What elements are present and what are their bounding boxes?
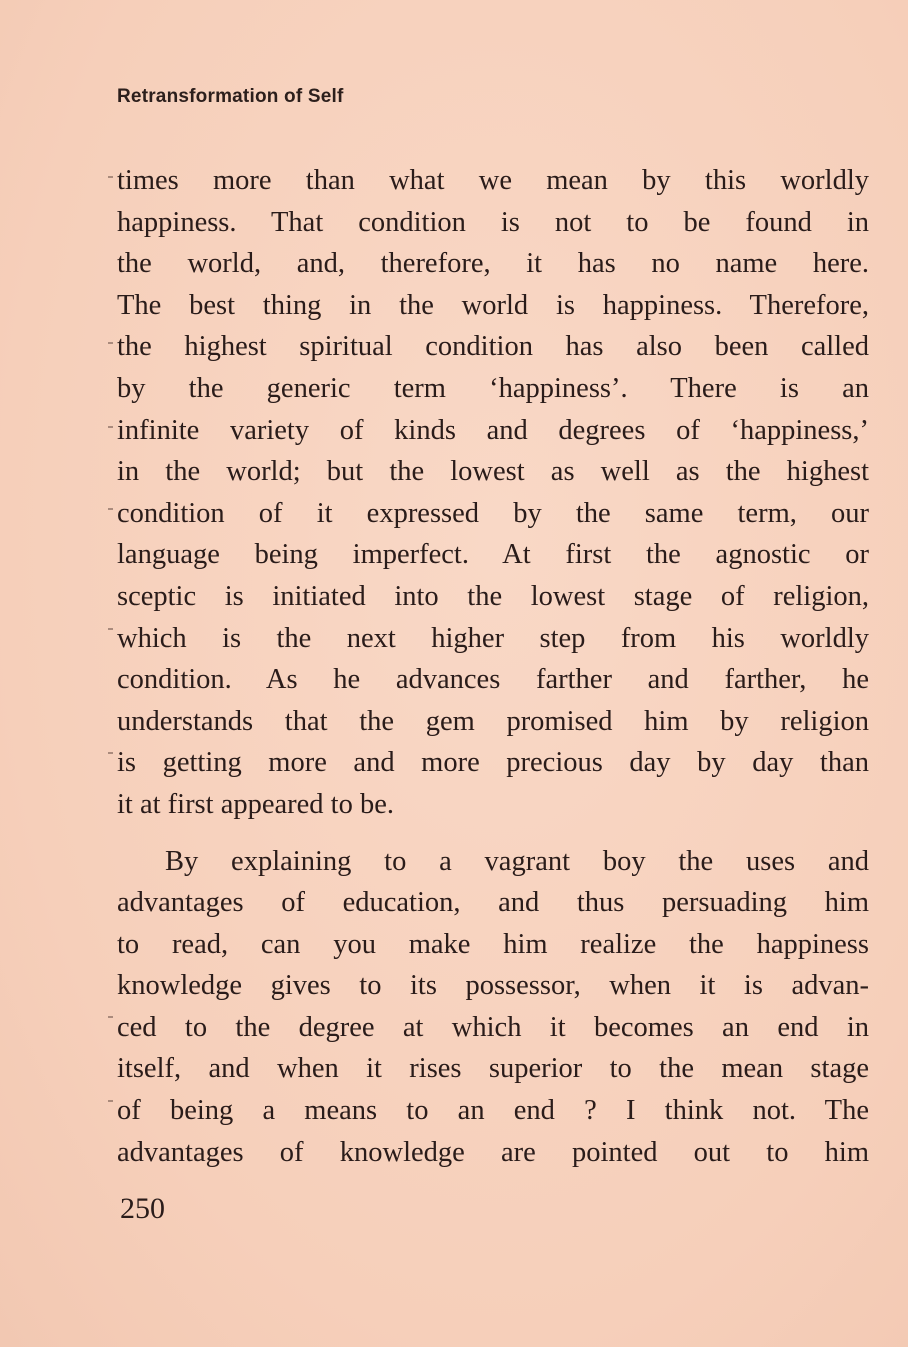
text-line: is getting more and more precious day by day than (117, 747, 869, 779)
paragraph-gap (117, 826, 869, 841)
text-line: infinite variety of kinds and degrees of ‘happiness,’ (117, 414, 869, 446)
text-line: which is the next higher step from his worldly (117, 622, 869, 654)
text-line: understands that the gem promised him by religion (117, 705, 869, 737)
text-line: the world, and, therefore, it has no name here. (117, 248, 869, 280)
text-line: happiness. That condition is not to be found in (117, 206, 869, 238)
text-line: times more than what we mean by this worldly (117, 165, 869, 196)
text-line: condition of it expressed by the same term, our (117, 497, 869, 529)
text-line: of being a means to an end ? I think not. The (117, 1095, 869, 1127)
text-line: The best thing in the world is happiness. Therefore, (117, 289, 869, 321)
margin-tick (108, 1100, 113, 1102)
text-line: the highest spiritual condition has also been called (117, 331, 869, 363)
margin-tick (108, 752, 113, 754)
margin-tick (108, 426, 113, 428)
text-line: by the generic term ‘happiness’. There is an (117, 372, 869, 404)
text-line: to read, can you make him realize the happiness (117, 928, 869, 960)
margin-tick (108, 508, 113, 510)
text-line: ced to the degree at which it becomes an end in (117, 1011, 869, 1043)
margin-tick (108, 1016, 113, 1018)
text-line: advantages of education, and thus persuading him (117, 887, 869, 919)
paragraph-2 (117, 841, 869, 1174)
text-line: knowledge gives to its possessor, when it is advan- (117, 970, 869, 1002)
text-line: language being imperfect. At first the agnostic or (117, 539, 869, 571)
text-line: sceptic is initiated into the lowest stage of religion, (117, 580, 869, 612)
text-line: it at first appeared to be. (117, 788, 394, 820)
page-number: 250 (120, 1192, 165, 1225)
margin-tick (108, 628, 113, 630)
text-line: itself, and when it rises superior to the mean stage (117, 1053, 869, 1085)
running-head: Retransformation of Self (117, 86, 344, 107)
text-line: By explaining to a vagrant boy the uses and (165, 845, 869, 877)
margin-tick (108, 176, 113, 178)
body-text (117, 160, 869, 1173)
text-line: condition. As he advances farther and farther, he (117, 664, 869, 696)
text-line: advantages of knowledge are pointed out to him (117, 1136, 869, 1168)
paragraph-1 (117, 160, 869, 826)
text-line: in the world; but the lowest as well as the highest (117, 456, 869, 488)
margin-tick (108, 342, 113, 344)
